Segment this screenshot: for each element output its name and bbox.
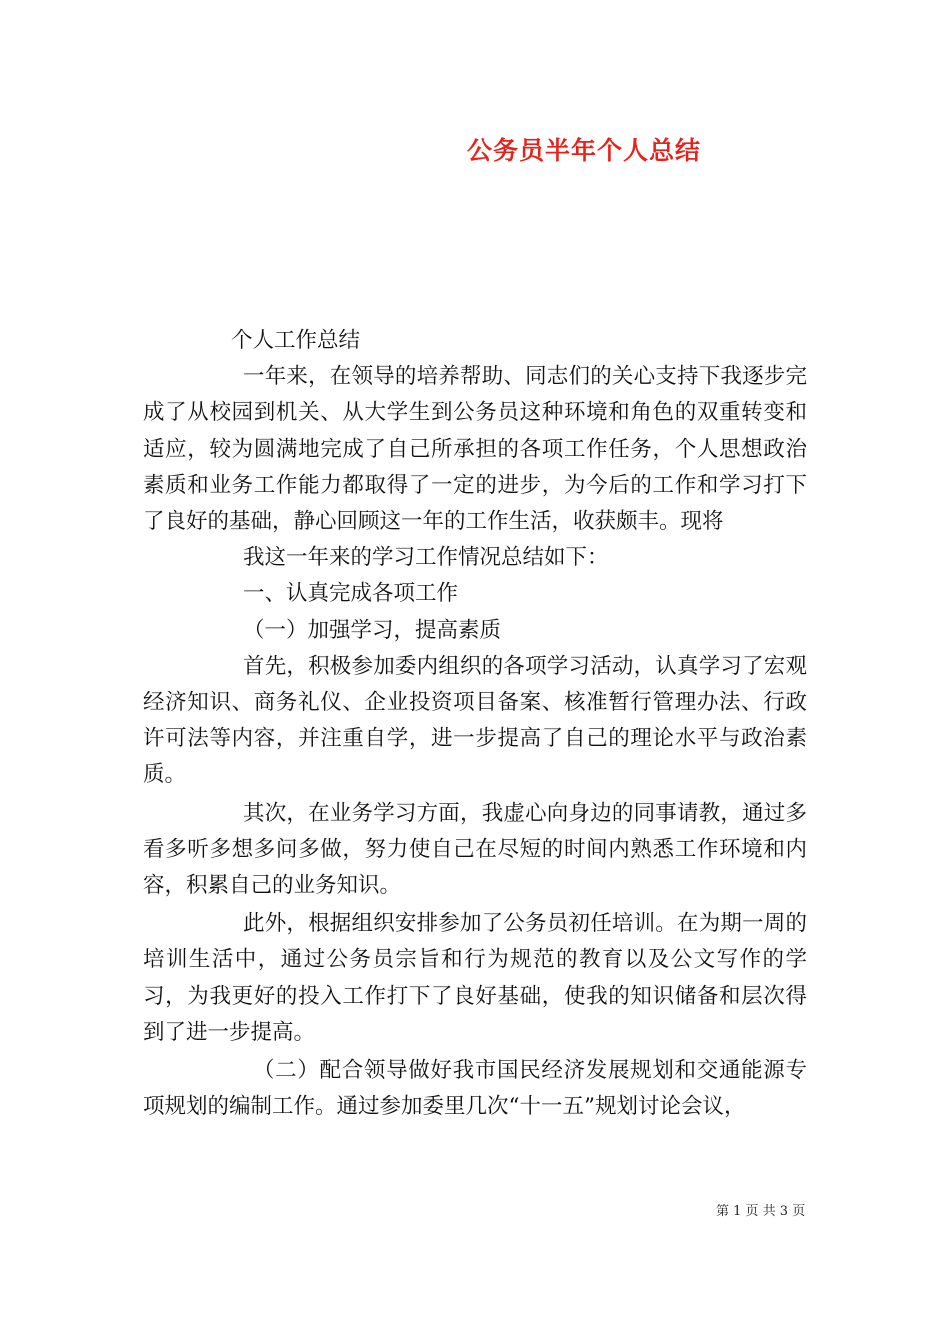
subsection-heading-2: （二）配合领导做好我市国民经济发展规划和交通能源专项规划的编制工作。通过参加委里几次“十一五”规划讨论会议， [143, 1058, 807, 1120]
page-number: 第 1 页 共 3 页 [716, 1204, 806, 1219]
section-heading-1: 一、认真完成各项工作 [243, 581, 459, 607]
paragraph-intro: 一年来，在领导的培养帮助、同志们的关心支持下我逐步完成了从校园到机关、从大学生到公务员这种环境和角色的双重转变和适应，较为圆满地完成了自己所承担的各项工作任务，个人思想政治素质和业务工作能力都取得了一定的进步，为今后的工作和学习打下了良好的基础，静心回顾这一年的工作生活，收获颇丰。现将 [143, 364, 807, 535]
paragraph-third: 此外，根据组织安排参加了公务员初任培训。在为期一周的培训生活中，通过公务员宗旨和行为规范的教育以及公文写作的学习，为我更好的投入工作打下了良好基础，使我的知识储备和层次得到了进一步提高。 [143, 911, 807, 1045]
section-heading: 个人工作总结 [231, 328, 361, 353]
paragraph-summary-lead: 我这一年来的学习工作情况总结如下： [243, 545, 609, 571]
subsection-heading-1: （一）加强学习，提高素质 [243, 617, 502, 643]
document-title: 公务员半年个人总结 [466, 136, 701, 165]
document-body [143, 323, 807, 1125]
paragraph-first: 首先，积极参加委内组织的各项学习活动，认真学习了宏观经济知识、商务礼仪、企业投资项目备案、核准暂行管理办法、行政许可法等内容，并注重自学，进一步提高了自己的理论水平与政治素质。 [143, 653, 807, 788]
paragraph-second: 其次，在业务学习方面，我虚心向身边的同事请教，通过多看多听多想多问多做，努力使自己在尽短的时间内熟悉工作环境和内容，积累自己的业务知识。 [143, 800, 807, 899]
